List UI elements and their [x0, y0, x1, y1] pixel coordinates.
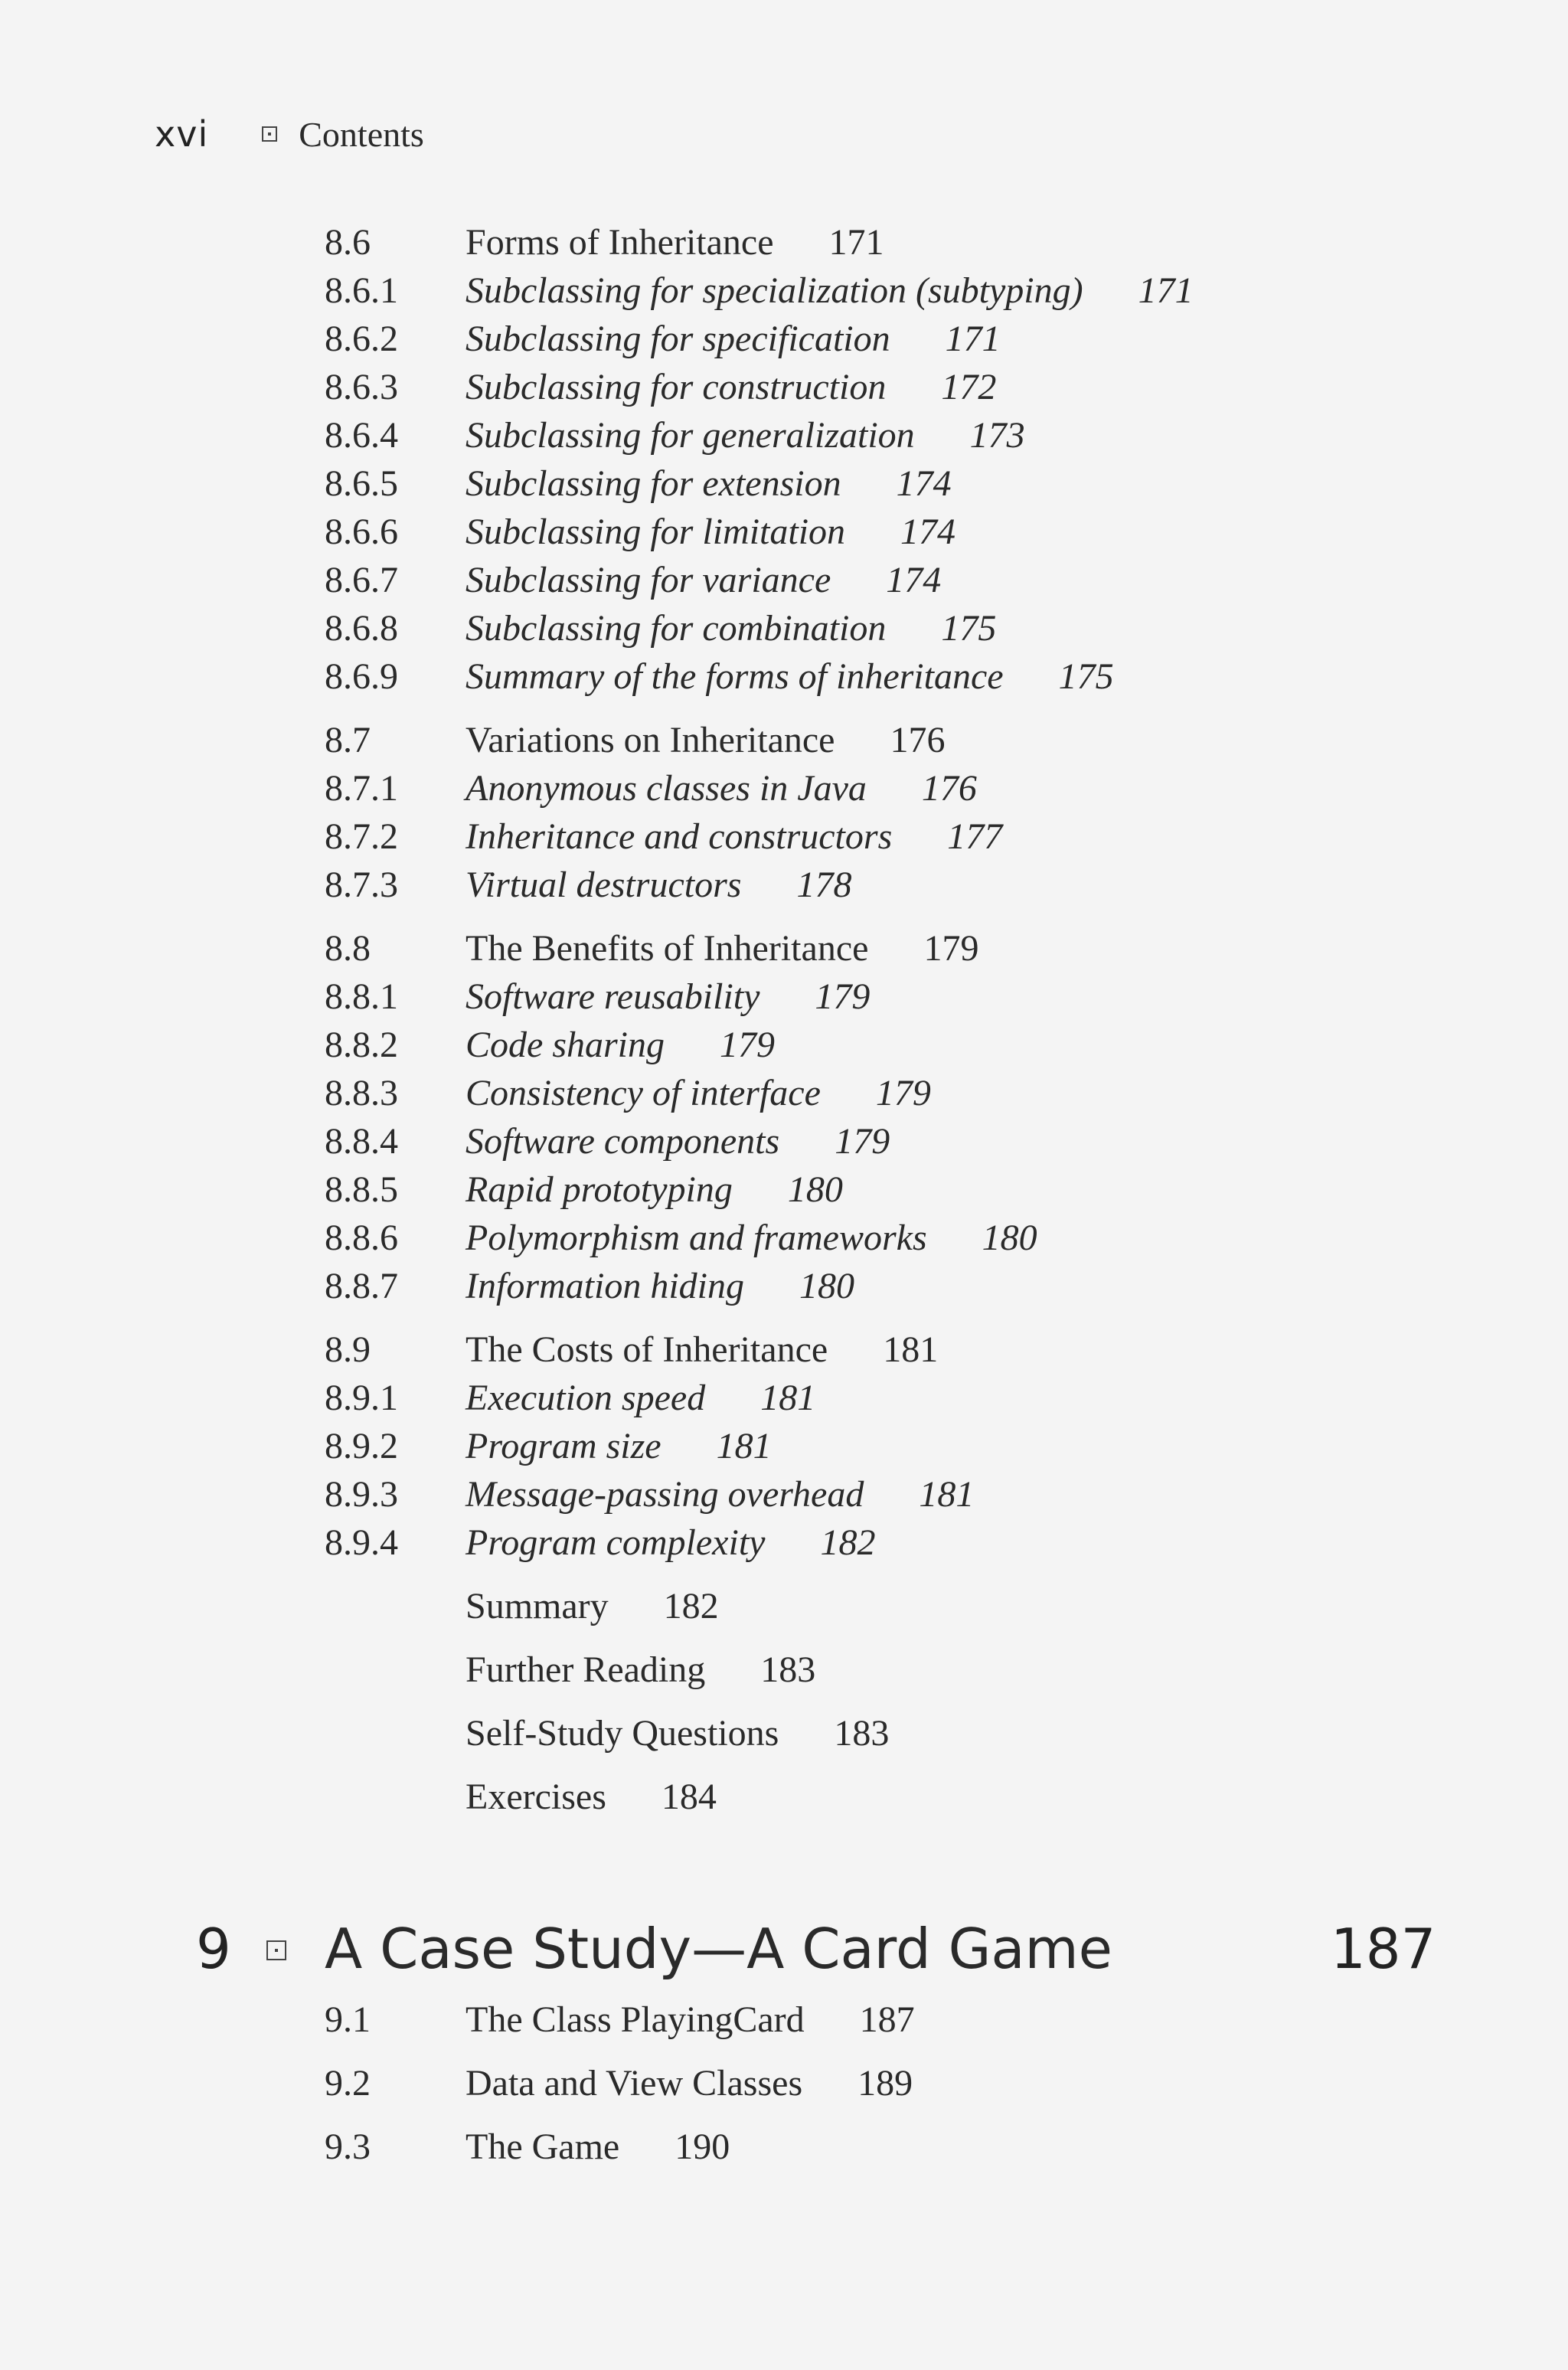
toc-entry-page: 183 [834, 1713, 890, 1754]
toc-entry-page: 174 [900, 512, 956, 552]
page-number-roman: xvi [155, 113, 209, 155]
toc-entry-number: 8.8.1 [325, 976, 398, 1017]
toc-entry-title-group [466, 1069, 931, 1117]
toc-entry-number: 8.8 [325, 928, 371, 969]
toc-entry-title: Polymorphism and frameworks [466, 1218, 927, 1258]
toc-entry-number: 8.6.5 [325, 463, 398, 504]
toc-entry-page: 181 [919, 1474, 975, 1515]
toc-entry-title-group [466, 1326, 938, 1374]
toc-entry-title-group [466, 1262, 854, 1310]
toc-entry-title: Code sharing [466, 1025, 665, 1065]
toc-entry-number: 8.6.2 [325, 319, 398, 359]
toc-entry-title-group [466, 652, 1114, 701]
toc-entry-page: 180 [982, 1218, 1037, 1258]
chapter-number: 9 [196, 1917, 231, 1981]
toc-entry-page: 179 [875, 1073, 931, 1113]
toc-entry-page: 172 [941, 367, 997, 407]
toc-entry-title: Program complexity [466, 1522, 766, 1563]
toc-entry-title-group [466, 1117, 890, 1165]
boxed-dot-icon [266, 1940, 286, 1960]
toc-entry-page: 175 [941, 608, 997, 649]
toc-entry-title: Further Reading [466, 1649, 706, 1690]
toc-entry-title-group [466, 604, 996, 652]
toc-entry-title-group [466, 363, 996, 411]
toc-entry-number: 8.8.5 [325, 1169, 398, 1210]
toc-entry-page: 179 [815, 976, 871, 1017]
toc-entry-number: 8.7.2 [325, 816, 398, 857]
toc-entry-title-group [466, 973, 870, 1021]
toc-entry-title: Summary [466, 1586, 609, 1626]
toc-entry-title-group [466, 508, 956, 556]
toc-entry-number: 8.9.3 [325, 1474, 398, 1515]
toc-entry-title-group [466, 2059, 913, 2107]
toc-entry-number: 8.8.4 [325, 1121, 398, 1162]
toc-entry-page: 171 [945, 319, 1001, 359]
toc-entry-page: 176 [890, 720, 946, 760]
toc-entry-page: 171 [828, 222, 884, 263]
toc-entry-title: Subclassing for construction [466, 367, 887, 407]
toc-entry-number: 8.8.3 [325, 1073, 398, 1113]
toc-entry-title-group [466, 764, 977, 812]
toc-entry-page: 189 [858, 2063, 913, 2104]
chapter-page-number: 187 [1331, 1917, 1436, 1981]
toc-entry-number: 9.3 [325, 2126, 371, 2167]
toc-entry-title-group [466, 218, 884, 266]
toc-entry-title-group [466, 1021, 775, 1069]
toc-entry-number: 8.6.6 [325, 512, 398, 552]
toc-entry-page: 174 [896, 463, 952, 504]
toc-entry-title: Self-Study Questions [466, 1713, 779, 1754]
toc-entry-page: 176 [921, 768, 977, 809]
toc-entry-number: 8.7 [325, 720, 371, 760]
toc-entry-number: 8.8.7 [325, 1266, 398, 1306]
toc-entry-page: 183 [760, 1649, 816, 1690]
toc-entry-title: Consistency of interface [466, 1073, 821, 1113]
toc-entry-title: The Class PlayingCard [466, 1999, 805, 2040]
chapter-heading [0, 1914, 1568, 1983]
toc-entry-title: Subclassing for extension [466, 463, 841, 504]
toc-entry-title-group [466, 411, 1025, 459]
toc-entry-number: 9.1 [325, 1999, 371, 2040]
toc-entry-title: Subclassing for specialization (subtyping) [466, 270, 1083, 311]
toc-entry-number: 8.9.4 [325, 1522, 398, 1563]
toc-entry-page: 180 [799, 1266, 855, 1306]
toc-entry-title: Execution speed [466, 1378, 706, 1418]
toc-entry-title: The Benefits of Inheritance [466, 928, 869, 969]
chapter-title: A Case Study—A Card Game [325, 1917, 1112, 1981]
toc-entry-title-group [466, 556, 941, 604]
toc-entry-page: 179 [923, 928, 979, 969]
toc-entry-number: 8.9 [325, 1329, 371, 1370]
toc-entry-page: 190 [675, 2126, 730, 2167]
toc-entry-title: Software components [466, 1121, 780, 1162]
toc-entry-title-group [466, 924, 978, 973]
toc-entry-number: 8.9.1 [325, 1378, 398, 1418]
toc-entry-number: 8.7.3 [325, 865, 398, 905]
toc-entry-title-group [466, 1165, 843, 1214]
toc-entry-title-group [466, 861, 851, 909]
toc-entry-page: 184 [661, 1777, 717, 1817]
toc-entry-title: Message-passing overhead [466, 1474, 864, 1515]
toc-entry-page: 175 [1058, 656, 1114, 697]
toc-entry-title: Anonymous classes in Java [466, 768, 867, 809]
toc-entry-title-group [466, 1773, 717, 1821]
toc-entry-title: Exercises [466, 1777, 606, 1817]
toc-entry-page: 181 [760, 1378, 816, 1418]
toc-entry-number: 8.6.7 [325, 560, 398, 600]
toc-entry-title: The Game [466, 2126, 620, 2167]
boxed-dot-icon [262, 126, 277, 142]
toc-entry-title: Virtual destructors [466, 865, 742, 905]
toc-entry-number: 8.7.1 [325, 768, 398, 809]
toc-entry-title-group [466, 266, 1194, 315]
toc-entry-title: Information hiding [466, 1266, 745, 1306]
toc-entry-title-group [466, 1996, 915, 2044]
toc-entry-page: 182 [663, 1586, 719, 1626]
toc-entry-number: 8.6.1 [325, 270, 398, 311]
toc-entry-title-group [466, 1518, 875, 1567]
toc-entry-title-group [466, 315, 1001, 363]
toc-entry-page: 180 [787, 1169, 843, 1210]
running-header-title: Contents [299, 114, 424, 154]
toc-entry-title: Forms of Inheritance [466, 222, 774, 263]
toc-entry-page: 179 [720, 1025, 776, 1065]
toc-entry-title: Subclassing for combination [466, 608, 887, 649]
toc-entry-page: 181 [716, 1426, 772, 1466]
toc-entry-page: 187 [859, 1999, 915, 2040]
toc-entry-page: 173 [969, 415, 1025, 456]
toc-entry-page: 178 [796, 865, 852, 905]
toc-entry-number: 8.6.3 [325, 367, 398, 407]
toc-entry-title: Inheritance and constructors [466, 816, 893, 857]
toc-entry-title-group [466, 716, 945, 764]
toc-entry-page: 174 [886, 560, 942, 600]
toc-entry-title-group [466, 459, 952, 508]
toc-entry-page: 179 [835, 1121, 890, 1162]
toc-entry-title-group [466, 1422, 772, 1470]
toc-entry-title: Program size [466, 1426, 662, 1466]
toc-entry-title-group [466, 1709, 889, 1757]
toc-entry-title: Summary of the forms of inheritance [466, 656, 1004, 697]
toc-entry-title-group [466, 1470, 974, 1518]
toc-entry-number: 8.8.2 [325, 1025, 398, 1065]
toc-entry-number: 8.9.2 [325, 1426, 398, 1466]
toc-entry-title-group [466, 1582, 719, 1630]
toc-entry-page: 177 [947, 816, 1003, 857]
toc-entry-title: Subclassing for specification [466, 319, 890, 359]
toc-entry-number: 9.2 [325, 2063, 371, 2104]
toc-entry-page: 181 [883, 1329, 939, 1370]
toc-entry-title-group [466, 1214, 1037, 1262]
toc-entry-title: The Costs of Inheritance [466, 1329, 828, 1370]
toc-entry-title-group [466, 812, 1002, 861]
toc-entry-title-group [466, 2123, 730, 2171]
toc-entry-number: 8.6.8 [325, 608, 398, 649]
toc-entry-page: 182 [820, 1522, 876, 1563]
toc-entry-number: 8.6 [325, 222, 371, 263]
toc-entry-title: Variations on Inheritance [466, 720, 835, 760]
toc-entry-title-group [466, 1374, 815, 1422]
toc-entry-title: Data and View Classes [466, 2063, 803, 2104]
toc-entry-title: Subclassing for generalization [466, 415, 915, 456]
toc-entry-title: Subclassing for limitation [466, 512, 846, 552]
toc-entry-title: Software reusability [466, 976, 760, 1017]
toc-entry-title: Subclassing for variance [466, 560, 831, 600]
toc-entry-number: 8.6.4 [325, 415, 398, 456]
toc-entry-page: 171 [1138, 270, 1194, 311]
toc-entry-title: Rapid prototyping [466, 1169, 733, 1210]
toc-entry-title-group [466, 1646, 815, 1694]
toc-entry-number: 8.6.9 [325, 656, 398, 697]
toc-entry-number: 8.8.6 [325, 1218, 398, 1258]
running-header [155, 107, 424, 161]
